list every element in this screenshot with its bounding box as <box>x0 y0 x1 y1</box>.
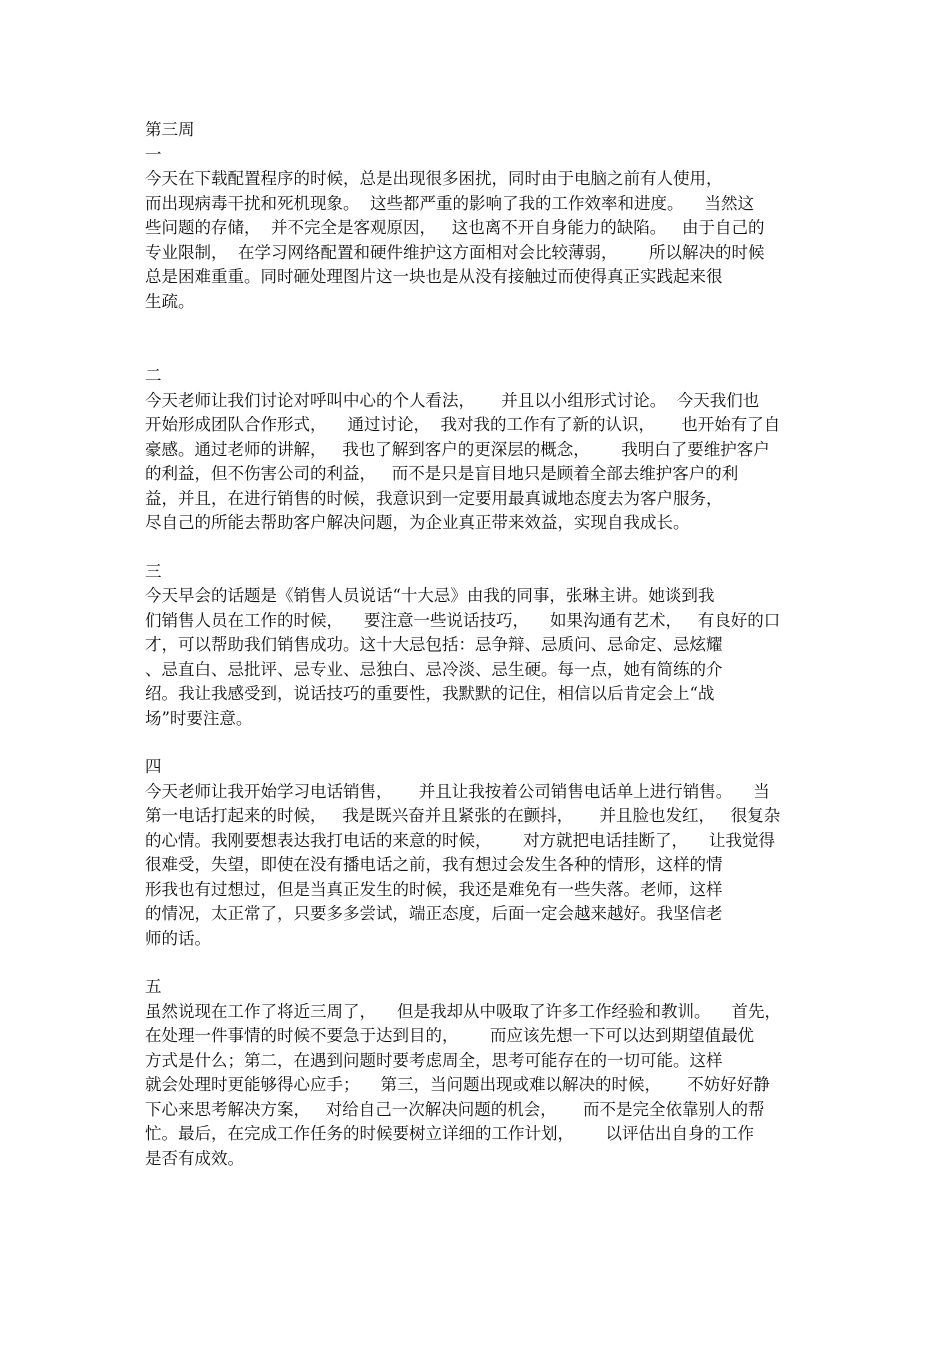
section-heading: 五 <box>145 977 162 996</box>
section-heading: 四 <box>145 757 162 776</box>
paragraph-line: 是否有成效。 <box>145 1148 244 1168</box>
section-1 <box>145 143 815 315</box>
section-4 <box>145 755 815 951</box>
section-5 <box>145 975 815 1171</box>
section-3 <box>145 560 815 732</box>
paragraph-line: 些问题的存储， 并不完全是客观原因， 这也离不开自身能力的缺陷。 由于自己的 <box>145 218 765 237</box>
paragraph-line: 益，并且，在进行销售的时候，我意识到一定要用最真诚地态度去为客户服务， <box>145 488 723 508</box>
spacer <box>145 951 815 975</box>
paragraph-line: 场”时要注意。 <box>145 708 253 728</box>
spacer <box>145 536 815 560</box>
paragraph-line: 尽自己的所能去帮助客户解决问题，为企业真正带来效益，实现自我成长。 <box>145 513 690 532</box>
paragraph-line: 的心情。我刚要想表达我打电话的来意的时候， 对方就把电话挂断了， 让我觉得 <box>145 830 775 850</box>
paragraph-line: 今天老师让我们讨论对呼叫中心的个人看法， 并且以小组形式讨论。 今天我们也 <box>145 390 760 410</box>
paragraph-line: 形我也有过想过，但是当真正发生的时候，我还是难免有一些失落。老师，这样 <box>145 879 723 899</box>
paragraph-line: 师的话。 <box>145 928 211 948</box>
document-body <box>145 118 815 1171</box>
paragraph-line: 的情况，太正常了，只要多多尝试，端正态度，后面一定会越来越好。我坚信老 <box>145 904 723 923</box>
paragraph-line: 虽然说现在工作了将近三周了， 但是我却从中吸取了许多工作经验和教训。 首先， <box>145 1001 781 1021</box>
spacer <box>145 314 815 364</box>
paragraph-line: 生疏。 <box>145 291 195 311</box>
paragraph-line: 就会处理时更能够得心应手； 第三，当问题出现或难以解决的时候， 不妨好好静 <box>145 1075 770 1094</box>
section-heading: 二 <box>145 366 162 385</box>
paragraph-line: 才，可以帮助我们销售成功。这十大忌包括：忌争辩、忌质问、忌命定、忌炫耀 <box>145 635 723 654</box>
paragraph-line: 今天老师让我开始学习电话销售， 并且让我按着公司销售电话单上进行销售。 当 <box>145 781 770 801</box>
section-heading: 三 <box>145 561 162 581</box>
paragraph-line: 第一电话打起来的时候， 我是既兴奋并且紧张的在颤抖， 并且脸也发红， 很复杂 <box>145 806 781 825</box>
paragraph-line: 绍。我让我感受到，说话技巧的重要性，我默默的记住，相信以后肯定会上“战 <box>145 684 715 703</box>
paragraph-line: 而出现病毒干扰和死机现象。 这些都严重的影响了我的工作效率和进度。 当然这 <box>145 193 754 213</box>
paragraph-line: 下心来思考解决方案， 对给自己一次解决问题的机会， 而不是完全依靠别人的帮 <box>145 1099 765 1119</box>
paragraph-line: 专业限制， 在学习网络配置和硬件维护这方面相对会比较薄弱， 所以解决的时候 <box>145 242 765 262</box>
paragraph-line: 的利益，但不伤害公司的利益， 而不是只是盲目地只是顾着全部去维护客户的利 <box>145 464 739 483</box>
paragraph-line: 在处理一件事情的时候不要急于达到目的， 而应该先想一下可以达到期望值最优 <box>145 1026 754 1045</box>
section-2 <box>145 364 815 536</box>
document-title: 第三周 <box>145 120 195 139</box>
paragraph-line: 、忌直白、忌批评、忌专业、忌独白、忌冷淡、忌生硬。每一点，她有简练的介 <box>145 659 723 679</box>
paragraph-line: 总是困难重重。同时砸处理图片这一块也是从没有接触过而使得真正实践起来很 <box>145 267 723 286</box>
paragraph-line: 很难受，失望，即使在没有播电话之前，我有想过会发生各种的情形，这样的情 <box>145 855 723 874</box>
paragraph-line: 今天早会的话题是《销售人员说话“十大忌》由我的同事，张琳主讲。她谈到我 <box>145 586 715 605</box>
section-heading: 一 <box>145 144 162 164</box>
paragraph-line: 开始形成团队合作形式， 通过讨论， 我对我的工作有了新的认识， 也开始有了自 <box>145 415 781 434</box>
paragraph-line: 豪感。通过老师的讲解， 我也了解到客户的更深层的概念， 我明白了要维护客户 <box>145 439 770 459</box>
paragraph-line: 今天在下载配置程序的时候，总是出现很多困扰，同时由于电脑之前有人使用， <box>145 169 723 188</box>
paragraph-line: 们销售人员在工作的时候， 要注意一些说话技巧， 如果沟通有艺术， 有良好的口 <box>145 610 781 630</box>
paragraph-line: 方式是什么；第二，在遇到问题时要考虑周全，思考可能存在的一切可能。这样 <box>145 1050 723 1070</box>
paragraph-line: 忙。最后，在完成工作任务的时候要树立详细的工作计划， 以评估出自身的工作 <box>145 1124 754 1143</box>
spacer <box>145 731 815 755</box>
